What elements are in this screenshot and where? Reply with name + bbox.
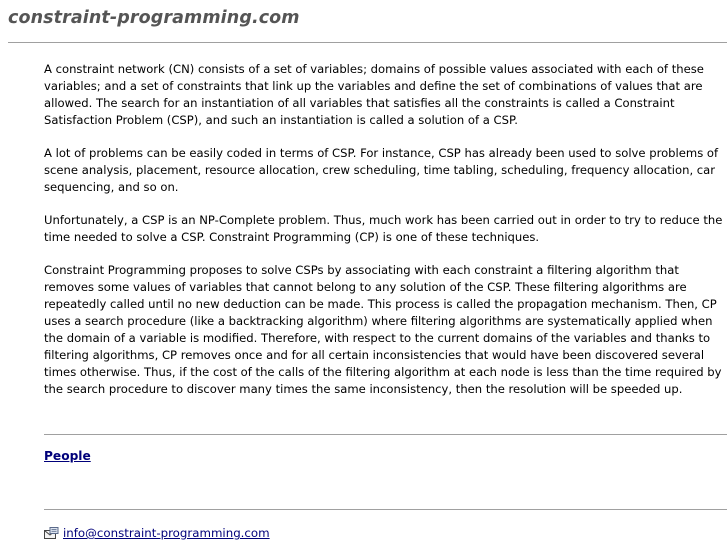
site-header bbox=[0, 0, 727, 43]
people-link[interactable]: People bbox=[44, 449, 91, 463]
footer-divider bbox=[44, 509, 727, 510]
site-title: constraint-programming.com bbox=[8, 8, 300, 28]
paragraph-cn-definition: A constraint network (CN) consists of a set of variables; domains of possible values associated with each of these variables; and a set of constraints that link up the variables and define the set of combinations of values that are allowed. The search for an instantiation of all variables that satisfies all the constraints is called a Constraint Satisfaction Problem (CSP), and such an instantiation is called a solution of a CSP. bbox=[44, 62, 704, 127]
paragraph-constraint-programming: Constraint Programming proposes to solve CSPs by associating with each constraint a filtering algorithm that removes some values of variables that cannot belong to any solution of the CSP. These filtering algorithms are repeatedly called until no new deduction can be made. This process is called the propagation mechanism. Then, CP uses a search procedure (like a backtracking algorithm) where filtering algorithms are systematically applied when the domain of a variable is modified. Therefore, with respect to the current domains of the variables and thanks to filtering algorithms, CP removes once and for all certain inconsistencies that would have been discovered several times otherwise. Thus, if the cost of the calls of the filtering algorithm at each node is less than the time required by the search procedure to discover many times the same inconsistency, then the resolution will be speeded up. bbox=[44, 263, 722, 396]
main-content bbox=[44, 61, 727, 414]
email-link[interactable]: info@constraint-programming.com bbox=[63, 526, 270, 540]
header-divider bbox=[8, 42, 727, 43]
mail-icon bbox=[44, 527, 59, 540]
paragraph-np-complete: Unfortunately, a CSP is an NP-Complete problem. Thus, much work has been carried out in order to try to reduce the time needed to solve a CSP. Constraint Programming (CP) is one of these techniques. bbox=[44, 213, 723, 244]
content-divider bbox=[44, 434, 727, 435]
paragraph-csp-applications: A lot of problems can be easily coded in terms of CSP. For instance, CSP has already been used to solve problems of scene analysis, placement, resource allocation, crew scheduling, time tabling, scheduling, frequency allocation, car sequencing, and so on. bbox=[44, 146, 719, 194]
footer-contact bbox=[44, 525, 270, 541]
